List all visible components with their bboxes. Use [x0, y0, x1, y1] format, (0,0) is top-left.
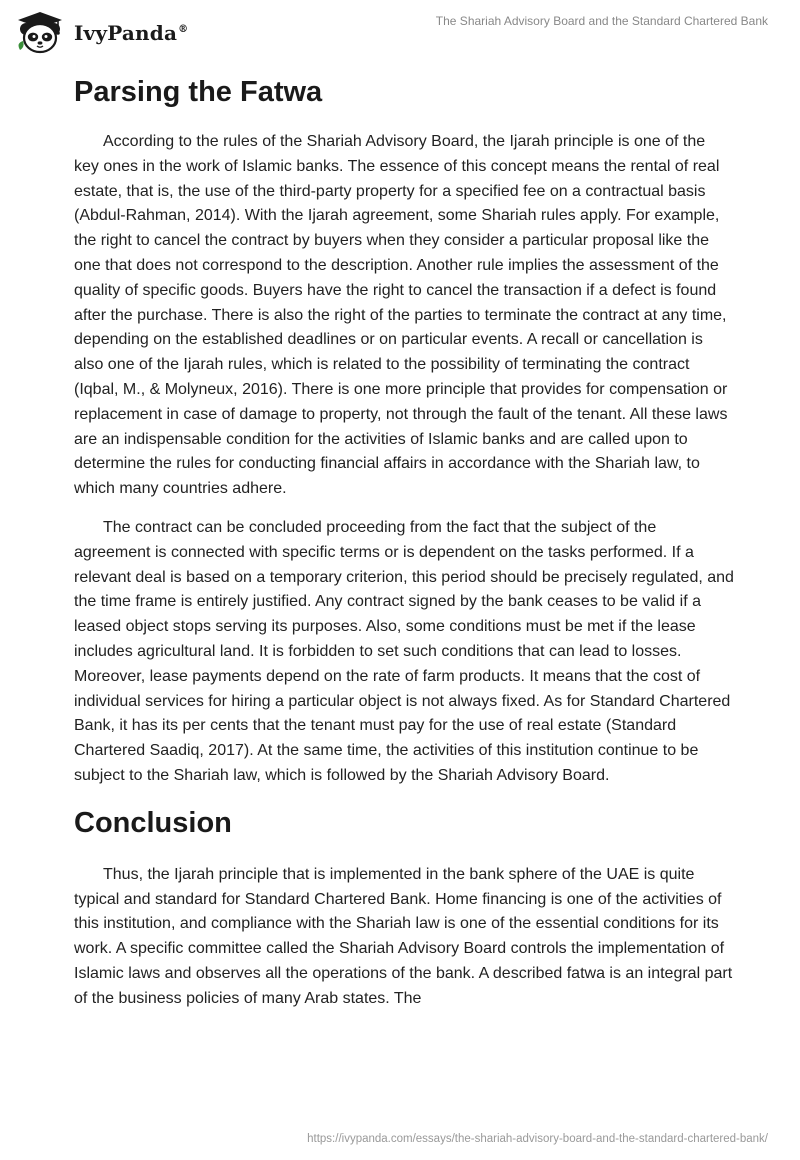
paragraph: The contract can be concluded proceeding from the fact that the subject of the agreement is connected with specific terms or is dependent on the tasks performed. If a relevant deal is based on a temporary criterion, this period should be precisely regulated, and the time frame is entirely justified. Any contract signed by the bank ceases to be valid if a leased object stops serving its purposes. Also, some conditions must be met if the lease includes agricultural land. It is forbidden to set such conditions that can lead to losses. Moreover, lease payments depend on the rate of farm products. It means that the cost of individual services for hiring a particular object is not always fixed. As for Standard Chartered Bank, it has its per cents that the tenant must pay for the use of real estate (Standard Chartered Saadiq, 2017). At the same time, the activities of this institution continue to be subject to the Shariah law, which is followed by the Shariah Advisory Board.: [74, 518, 734, 784]
paragraph: According to the rules of the Shariah Advisory Board, the Ijarah principle is one of the key ones in the work of Islamic banks. The essence of this concept means the rental of real estate, that is, the use of the third-party property for a specified fee on a contractual basis (Abdul-Rahman, 2014). With the Ijarah agreement, some Shariah rules apply. For example, the right to cancel the contract by buyers when they consider a particular proposal like the one that does not correspond to the description. Another rule implies the assessment of the quality of specific goods. Buyers have the right to cancel the transaction if a defect is found after the purchase. There is also the right of the parties to terminate the contract at any time, depending on the established deadlines or on particular events. A recall or cancellation is also one of the Ijarah rules, which is related to the possibility of terminating the contract (Iqbal, M., & Molyneux, 2016). There is one more principle that provides for compensation or replacement in case of damage to property, not through the fault of the tenant. All these laws are an indispensable condition for the activities of Islamic banks and are called upon to determine the rules for conducting financial affairs in accordance with the Shariah law, to which many countries adhere.: [74, 133, 728, 498]
section-heading-conclusion: Conclusion: [74, 806, 232, 839]
section-heading-parsing-the-fatwa: Parsing the Fatwa: [74, 76, 323, 108]
footer-source-url[interactable]: https://ivypanda.com/essays/the-shariah-advisory-board-and-the-standard-chartered-bank/: [307, 1133, 768, 1145]
document-title: The Shariah Advisory Board and the Standard Chartered Bank: [435, 14, 768, 28]
page-header: [0, 0, 800, 64]
panda-graduate-icon: [14, 10, 66, 54]
paragraph: Thus, the Ijarah principle that is implemented in the bank sphere of the UAE is quite typical and standard for Standard Chartered Bank. Home financing is one of the activities of this institution, and compliance with the Shariah law is one of the essential conditions for its work. A specific committee called the Shariah Advisory Board controls the implementation of Islamic laws and observes all the operations of the bank. A described fatwa is an integral part of the business policies of many Arab states. The: [74, 865, 733, 1007]
logo-wordmark: IvyPanda®: [74, 21, 189, 45]
essay-content: [74, 72, 734, 1026]
ivypanda-logo[interactable]: [14, 10, 188, 54]
